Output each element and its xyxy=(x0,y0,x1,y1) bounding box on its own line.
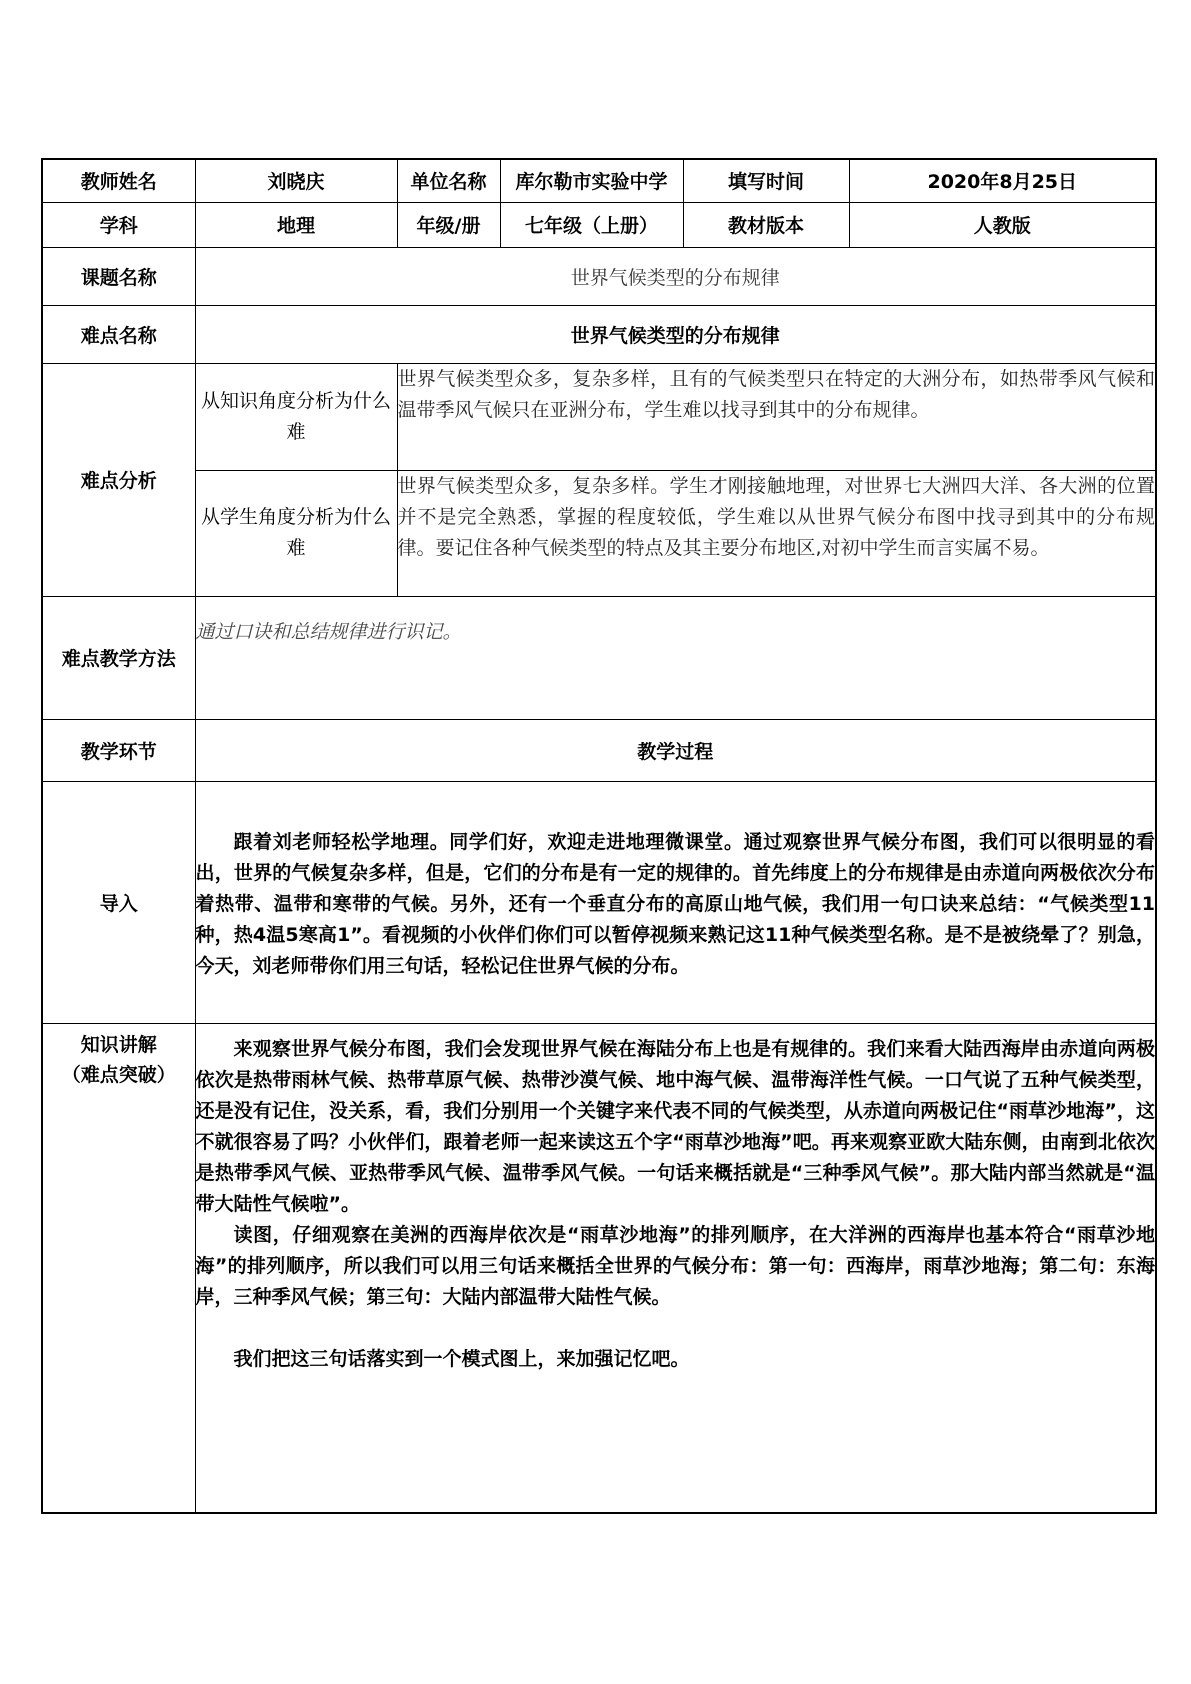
subject-value: 地理 xyxy=(195,202,397,247)
analysis-label: 难点分析 xyxy=(42,363,195,596)
student-angle-label: 从学生角度分析为什么难 xyxy=(195,470,397,596)
teacher-name-label: 教师姓名 xyxy=(42,159,195,202)
topic-value: 世界气候类型的分布规律 xyxy=(195,247,1156,305)
knowledge-para-1: 来观察世界气候分布图，我们会发现世界气候在海陆分布上也是有规律的。我们来看大陆西海岸由赤道向两极依次是热带雨林气候、热带草原气候、热带沙漠气候、地中海气候、温带海洋性气候。一口气说了五种气候类型，还是没有记住，没关系，看，我们分别用一个关键字来代表不同的气候类型，从赤道向两极记住“雨草沙地海”，这不就很容易了吗？小伙伴们，跟着老师一起来读这五个字“雨草沙地海”吧。再来观察亚欧大陆东侧，由南到北依次是热带季风气候、亚热带季风气候、温带季风气候。一句话来概括就是“三种季风气候”。那大陆内部当然就是“温带大陆性气候啦”。 xyxy=(195,1037,1155,1215)
process-header-row xyxy=(42,719,1156,781)
analysis-knowledge-row xyxy=(42,363,1156,470)
fill-date-label: 填写时间 xyxy=(683,159,849,202)
analysis-student-row xyxy=(42,470,1156,596)
knowledge-label xyxy=(42,1023,195,1513)
knowledge-label-line1: 知识讲解 xyxy=(80,1033,157,1056)
lesson-plan-table xyxy=(41,158,1157,1514)
knowledge-para-2: 读图，仔细观察在美洲的西海岸依次是“雨草沙地海”的排列顺序，在大洋洲的西海岸也基本符合“雨草沙地海”的排列顺序，所以我们可以用三句话来概括全世界的气候分布：第一句：西海岸，雨草沙地海；第二句：东海岸，三种季风气候；第三句：大陆内部温带大陆性气候。 xyxy=(195,1223,1155,1308)
edition-label: 教材版本 xyxy=(683,202,849,247)
unit-name-label: 单位名称 xyxy=(397,159,500,202)
difficulty-value: 世界气候类型的分布规律 xyxy=(195,305,1156,363)
topic-label: 课题名称 xyxy=(42,247,195,305)
intro-label: 导入 xyxy=(42,781,195,1023)
difficulty-row xyxy=(42,305,1156,363)
method-value: 通过口诀和总结规律进行识记。 xyxy=(195,596,1156,719)
knowledge-angle-text: 世界气候类型众多，复杂多样，且有的气候类型只在特定的大洲分布，如热带季风气候和温带季风气候只在亚洲分布，学生难以找寻到其中的分布规律。 xyxy=(397,363,1156,470)
subject-label: 学科 xyxy=(42,202,195,247)
edition-value: 人教版 xyxy=(849,202,1156,247)
method-row xyxy=(42,596,1156,719)
knowledge-angle-label: 从知识角度分析为什么难 xyxy=(195,363,397,470)
knowledge-content xyxy=(195,1023,1156,1513)
knowledge-para-3: 我们把这三句话落实到一个模式图上，来加强记忆吧。 xyxy=(233,1347,690,1370)
topic-row xyxy=(42,247,1156,305)
header-row-1 xyxy=(42,159,1156,202)
grade-label: 年级/册 xyxy=(397,202,500,247)
student-angle-text: 世界气候类型众多，复杂多样。学生才刚接触地理，对世界七大洲四大洋、各大洲的位置并不是完全熟悉，掌握的程度较低，学生难以从世界气候分布图中找寻到其中的分布规律。要记住各种气候类型的特点及其主要分布地区,对初中学生而言实属不易。 xyxy=(397,470,1156,596)
intro-row xyxy=(42,781,1156,1023)
knowledge-row xyxy=(42,1023,1156,1513)
teacher-name-value: 刘晓庆 xyxy=(195,159,397,202)
difficulty-label: 难点名称 xyxy=(42,305,195,363)
fill-date-value: 2020年8月25日 xyxy=(849,159,1156,202)
grade-value: 七年级（上册） xyxy=(500,202,683,247)
knowledge-label-line2: （难点突破） xyxy=(61,1063,176,1086)
method-label: 难点教学方法 xyxy=(42,596,195,719)
unit-name-value: 库尔勒市实验中学 xyxy=(500,159,683,202)
intro-text: 跟着刘老师轻松学地理。同学们好，欢迎走进地理微课堂。通过观察世界气候分布图，我们可以很明显的看出，世界的气候复杂多样，但是，它们的分布是有一定的规律的。首先纬度上的分布规律是由赤道向两极依次分布着热带、温带和寒带的气候。另外，还有一个垂直分布的高原山地气候，我们用一句口诀来总结：“气候类型11种，热4温5寒高1”。看视频的小伙伴们你们可以暂停视频来熟记这11种气候类型名称。是不是被绕晕了？别急，今天，刘老师带你们用三句话，轻松记住世界气候的分布。 xyxy=(195,781,1156,1023)
process-label: 教学过程 xyxy=(195,719,1156,781)
header-row-2 xyxy=(42,202,1156,247)
stage-label: 教学环节 xyxy=(42,719,195,781)
